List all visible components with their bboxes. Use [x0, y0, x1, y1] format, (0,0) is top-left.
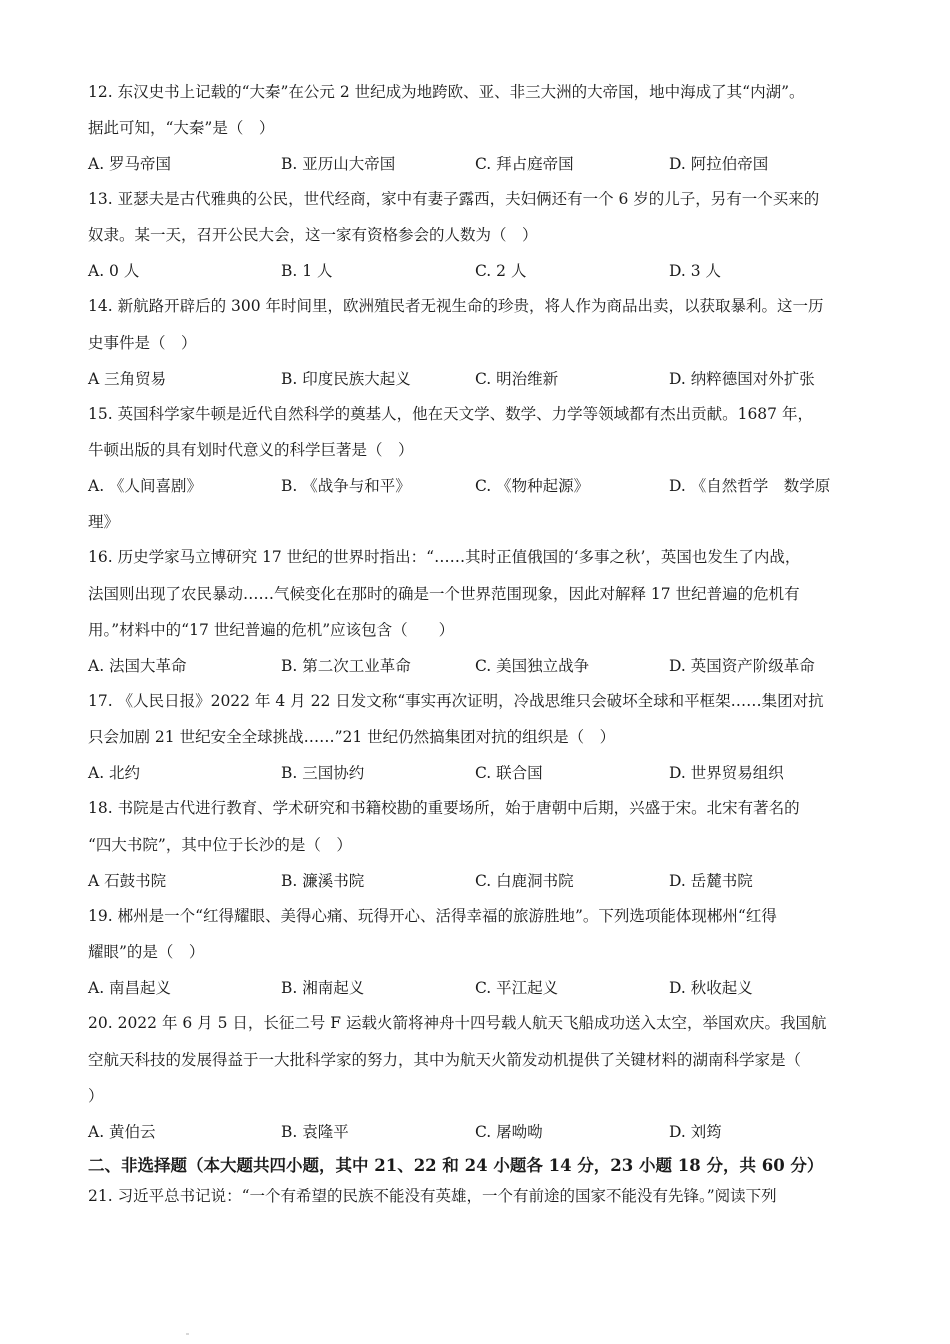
q13-option-a[interactable]: A. 0 人 — [88, 262, 140, 280]
q12-option-d[interactable]: D. 阿拉伯帝国 — [669, 155, 769, 173]
q19-line-1: 19. 郴州是一个“红得耀眼、美得心痛、玩得开心、活得幸福的旅游胜地”。下列选项能体现郴州“红得 — [88, 907, 777, 925]
q14-options — [88, 369, 888, 389]
q16-line-1: 16. 历史学家马立博研究 17 世纪的世界时指出：“……其时正值俄国的‘多事之秋’，英国也发生了内战， — [88, 548, 801, 566]
q12-option-a[interactable]: A. 罗马帝国 — [88, 155, 172, 173]
q15-options — [88, 476, 888, 496]
q18-options — [88, 871, 888, 891]
q16-options — [88, 656, 888, 676]
q21-line-1: 21. 习近平总书记说：“一个有希望的民族不能没有英雄，一个有前途的国家不能没有先锋。”阅读下列 — [88, 1187, 777, 1205]
q16-option-a[interactable]: A. 法国大革命 — [88, 657, 187, 675]
q13-option-d[interactable]: D. 3 人 — [669, 262, 722, 280]
q14-line-1: 14. 新航路开辟后的 300 年时间里，欧洲殖民者无视生命的珍贵，将人作为商品出卖，以获取暴利。这一历 — [88, 297, 824, 315]
q12-line-2: 据此可知，“大秦”是（ ） — [88, 119, 275, 137]
q15-option-b[interactable]: B. 《战争与和平》 — [281, 477, 411, 495]
q19-option-b[interactable]: B. 湘南起义 — [281, 979, 365, 997]
q20-line-1: 20. 2022 年 6 月 5 日，长征二号 F 运载火箭将神舟十四号载人航天飞船成功送入太空，举国欢庆。我国航 — [88, 1014, 827, 1032]
q13-line-1: 13. 亚瑟夫是古代雅典的公民，世代经商，家中有妻子露西，夫妇俩还有一个 6 岁的儿子，另有一个买来的 — [88, 190, 820, 208]
q17-option-d[interactable]: D. 世界贸易组织 — [669, 764, 784, 782]
q20-option-d[interactable]: D. 刘筠 — [669, 1123, 722, 1141]
q13-option-b[interactable]: B. 1 人 — [281, 262, 333, 280]
q19-options — [88, 978, 888, 998]
q17-line-2: 只会加剧 21 世纪安全全球挑战……”21 世纪仍然搞集团对抗的组织是（ ） — [88, 728, 616, 746]
q14-option-a[interactable]: A 三角贸易 — [88, 370, 167, 388]
q18-option-a[interactable]: A 石鼓书院 — [88, 872, 167, 890]
q14-option-d[interactable]: D. 纳粹德国对外扩张 — [669, 370, 815, 388]
q12-options — [88, 154, 888, 174]
q17-options — [88, 763, 888, 783]
q15-option-c[interactable]: C. 《物种起源》 — [475, 477, 590, 495]
q20-option-c[interactable]: C. 屠呦呦 — [475, 1123, 543, 1141]
q13-options — [88, 261, 888, 281]
q17-option-a[interactable]: A. 北约 — [88, 764, 141, 782]
q17-option-c[interactable]: C. 联合国 — [475, 764, 543, 782]
q14-option-b[interactable]: B. 印度民族大起义 — [281, 370, 411, 388]
q15-line-1: 15. 英国科学家牛顿是近代自然科学的奠基人，他在天文学、数学、力学等领域都有杰出贡献。1687 年， — [88, 405, 813, 423]
q18-option-d[interactable]: D. 岳麓书院 — [669, 872, 753, 890]
q12-option-c[interactable]: C. 拜占庭帝国 — [475, 155, 574, 173]
q20-line-2: 空航天科技的发展得益于一大批科学家的努力，其中为航天火箭发动机提供了关键材料的湖南科学家是（ — [88, 1051, 802, 1069]
q20-option-a[interactable]: A. 黄伯云 — [88, 1123, 156, 1141]
q20-options — [88, 1122, 888, 1142]
section-heading: 二、非选择题（本大题共四小题，其中 21、22 和 24 小题各 14 分，23 小题 18 分，共 60 分） — [88, 1156, 824, 1175]
q18-line-2: “四大书院”，其中位于长沙的是（ ） — [88, 836, 352, 854]
q16-line-2: 法国则出现了农民暴动……气候变化在那时的确是一个世界范围现象，因此对解释 17 世纪普遍的危机有 — [88, 585, 800, 603]
page-speck — [186, 1333, 189, 1335]
q19-option-c[interactable]: C. 平江起义 — [475, 979, 559, 997]
q20-option-b[interactable]: B. 袁隆平 — [281, 1123, 349, 1141]
q14-line-2: 史事件是（ ） — [88, 334, 197, 352]
q19-option-a[interactable]: A. 南昌起义 — [88, 979, 172, 997]
q16-option-c[interactable]: C. 美国独立战争 — [475, 657, 590, 675]
q16-line-3: 用。”材料中的“17 世纪普遍的危机”应该包含（ ） — [88, 621, 455, 639]
q15-line-2: 牛顿出版的具有划时代意义的科学巨著是（ ） — [88, 441, 414, 459]
q19-line-2: 耀眼”的是（ ） — [88, 943, 205, 961]
q16-option-d[interactable]: D. 英国资产阶级革命 — [669, 657, 815, 675]
q13-option-c[interactable]: C. 2 人 — [475, 262, 527, 280]
q15-option-d[interactable]: D. 《自然哲学 数学原 — [669, 477, 831, 495]
q17-line-1: 17. 《人民日报》2022 年 4 月 22 日发文称“事实再次证明，冷战思维只会破坏全球和平框架……集团对抗 — [88, 692, 824, 710]
q15-option-a[interactable]: A. 《人间喜剧》 — [88, 477, 203, 495]
q15-option-d-continuation: 理》 — [88, 513, 120, 531]
q13-line-2: 奴隶。某一天，召开公民大会，这一家有资格参会的人数为（ ） — [88, 226, 538, 244]
q18-option-c[interactable]: C. 白鹿洞书院 — [475, 872, 574, 890]
q18-line-1: 18. 书院是古代进行教育、学术研究和书籍校勘的重要场所，始于唐朝中后期，兴盛于宋。北宋有著名的 — [88, 799, 800, 817]
q18-option-b[interactable]: B. 濂溪书院 — [281, 872, 365, 890]
q12-option-b[interactable]: B. 亚历山大帝国 — [281, 155, 396, 173]
q12-line-1: 12. 东汉史书上记载的“大秦”在公元 2 世纪成为地跨欧、亚、非三大洲的大帝国，地中海成了其“内湖”。 — [88, 83, 805, 101]
q20-line-3: ） — [88, 1087, 104, 1105]
q14-option-c[interactable]: C. 明治维新 — [475, 370, 559, 388]
q17-option-b[interactable]: B. 三国协约 — [281, 764, 365, 782]
q19-option-d[interactable]: D. 秋收起义 — [669, 979, 753, 997]
q16-option-b[interactable]: B. 第二次工业革命 — [281, 657, 411, 675]
